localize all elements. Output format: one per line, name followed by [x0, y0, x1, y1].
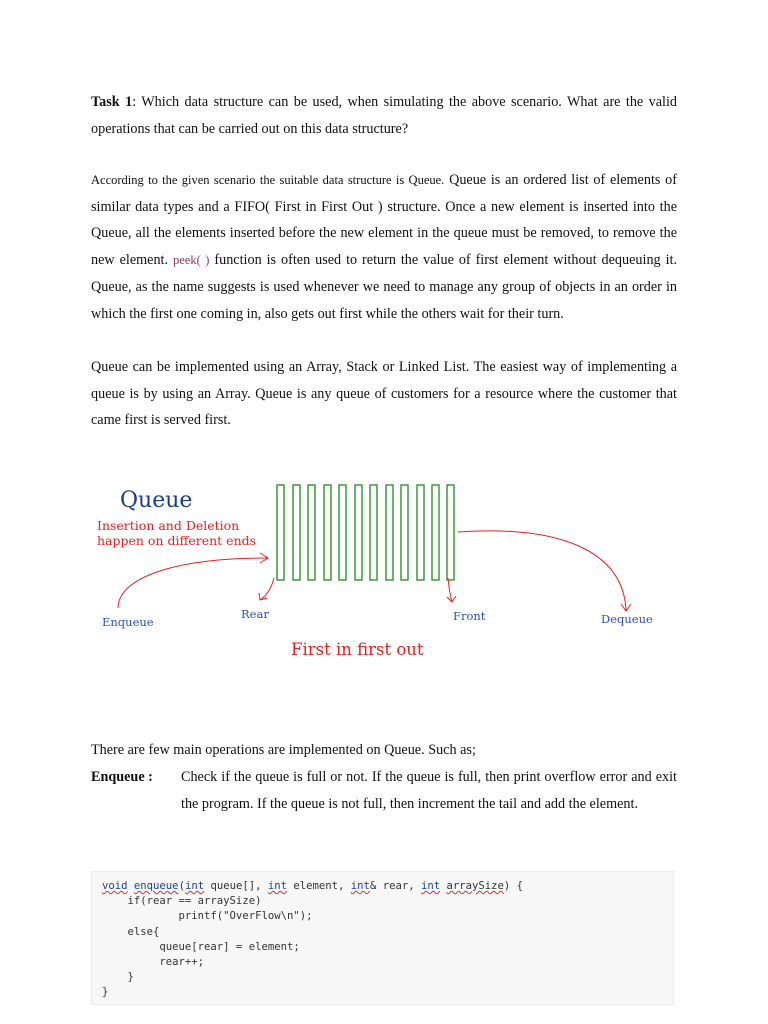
dequeue-arrow	[458, 531, 626, 610]
code-listing: void enqueue(int queue[], int element, int& rear, int arraySize) { if(rear == arraySize) printf("OverFlow\n"); else{ queue[rear] = element; rear++; } }	[102, 880, 524, 999]
queue-cell	[401, 485, 408, 580]
queue-cell	[447, 485, 454, 580]
queue-cell	[370, 485, 377, 580]
rear-arrowhead	[259, 593, 267, 600]
dequeue-label: Dequeue	[601, 612, 653, 626]
task-paragraph	[91, 89, 677, 142]
answer-paragraph	[91, 167, 677, 327]
fifo-label: First in first out	[291, 640, 424, 659]
front-label: Front	[453, 609, 486, 623]
queue-cell	[339, 485, 346, 580]
queue-cell	[432, 485, 439, 580]
queue-cell	[277, 485, 284, 580]
code-token: int	[350, 880, 370, 892]
enqueue-operation-label: Enqueue :	[91, 769, 153, 785]
peek-function: peek( )	[172, 253, 210, 268]
task-text: : Which data structure can be used, when simulating the above scenario. What are the valid operations that can be carried out on this data structure?	[91, 94, 677, 137]
enqueue-operation-text: Check if the queue is full or not. If the queue is full, then print overflow error and exit the program. If the queue is not full, then increment the tail and add the element.	[181, 769, 677, 812]
enqueue-label: Enqueue	[102, 615, 154, 629]
code-token: arraySize	[446, 880, 504, 892]
queue-cell	[324, 485, 331, 580]
code-token: enqueue	[133, 880, 179, 892]
queue-diagram	[88, 470, 688, 670]
code-block	[91, 871, 674, 1005]
code-token: int	[420, 880, 441, 892]
code-token: void	[102, 880, 128, 892]
answer-text-1: Queue is an ordered list of elements of similar data types and a FIFO( First in First Out ) structure. Once a new element is inserted into the Queue, all the elements inserted before the new element in the queue must be removed, to remove the new element.	[91, 172, 677, 269]
queue-cell	[355, 485, 362, 580]
code-line: rear++;	[102, 956, 205, 969]
code-line: printf("OverFlow\n");	[102, 910, 313, 923]
implementation-paragraph: Queue can be implemented using an Array, Stack or Linked List. The easiest way of implementing a queue is by using an Array. Queue is any queue of customers for a resource where the customer that came first is served first.	[91, 359, 677, 429]
task-label: Task 1	[91, 94, 133, 110]
answer-lead: According to the given scenario the suitable data structure is Queue.	[91, 173, 445, 187]
code-token: int	[267, 880, 288, 892]
code-line: }	[102, 971, 134, 984]
code-line: }	[102, 986, 109, 999]
enqueue-arrow	[118, 558, 268, 608]
answer-text-2: function is often used to return the value of first element without dequeuing it. Queue, as the name suggests is used whenever we need to manage any group of objects in an order in which the first one coming in, also gets out first while the others wait for their turn.	[91, 252, 678, 322]
operations-intro: There are few main operations are implemented on Queue. Such as;	[91, 742, 476, 758]
queue-cell	[386, 485, 393, 580]
queue-cell	[308, 485, 315, 580]
rear-arrow	[260, 578, 274, 600]
rear-label: Rear	[241, 607, 269, 621]
queue-cell	[293, 485, 300, 580]
code-line: else{	[102, 925, 160, 938]
queue-cell	[417, 485, 424, 580]
code-line: queue[rear] = element;	[102, 940, 300, 953]
diagram-subtitle-1: Insertion and Deletion	[97, 518, 240, 533]
diagram-subtitle-2: happen on different ends	[97, 533, 257, 548]
queue-cells	[277, 485, 454, 580]
code-line: if(rear == arraySize)	[102, 895, 262, 908]
diagram-title: Queue	[120, 488, 193, 513]
code-token: int	[184, 880, 205, 892]
